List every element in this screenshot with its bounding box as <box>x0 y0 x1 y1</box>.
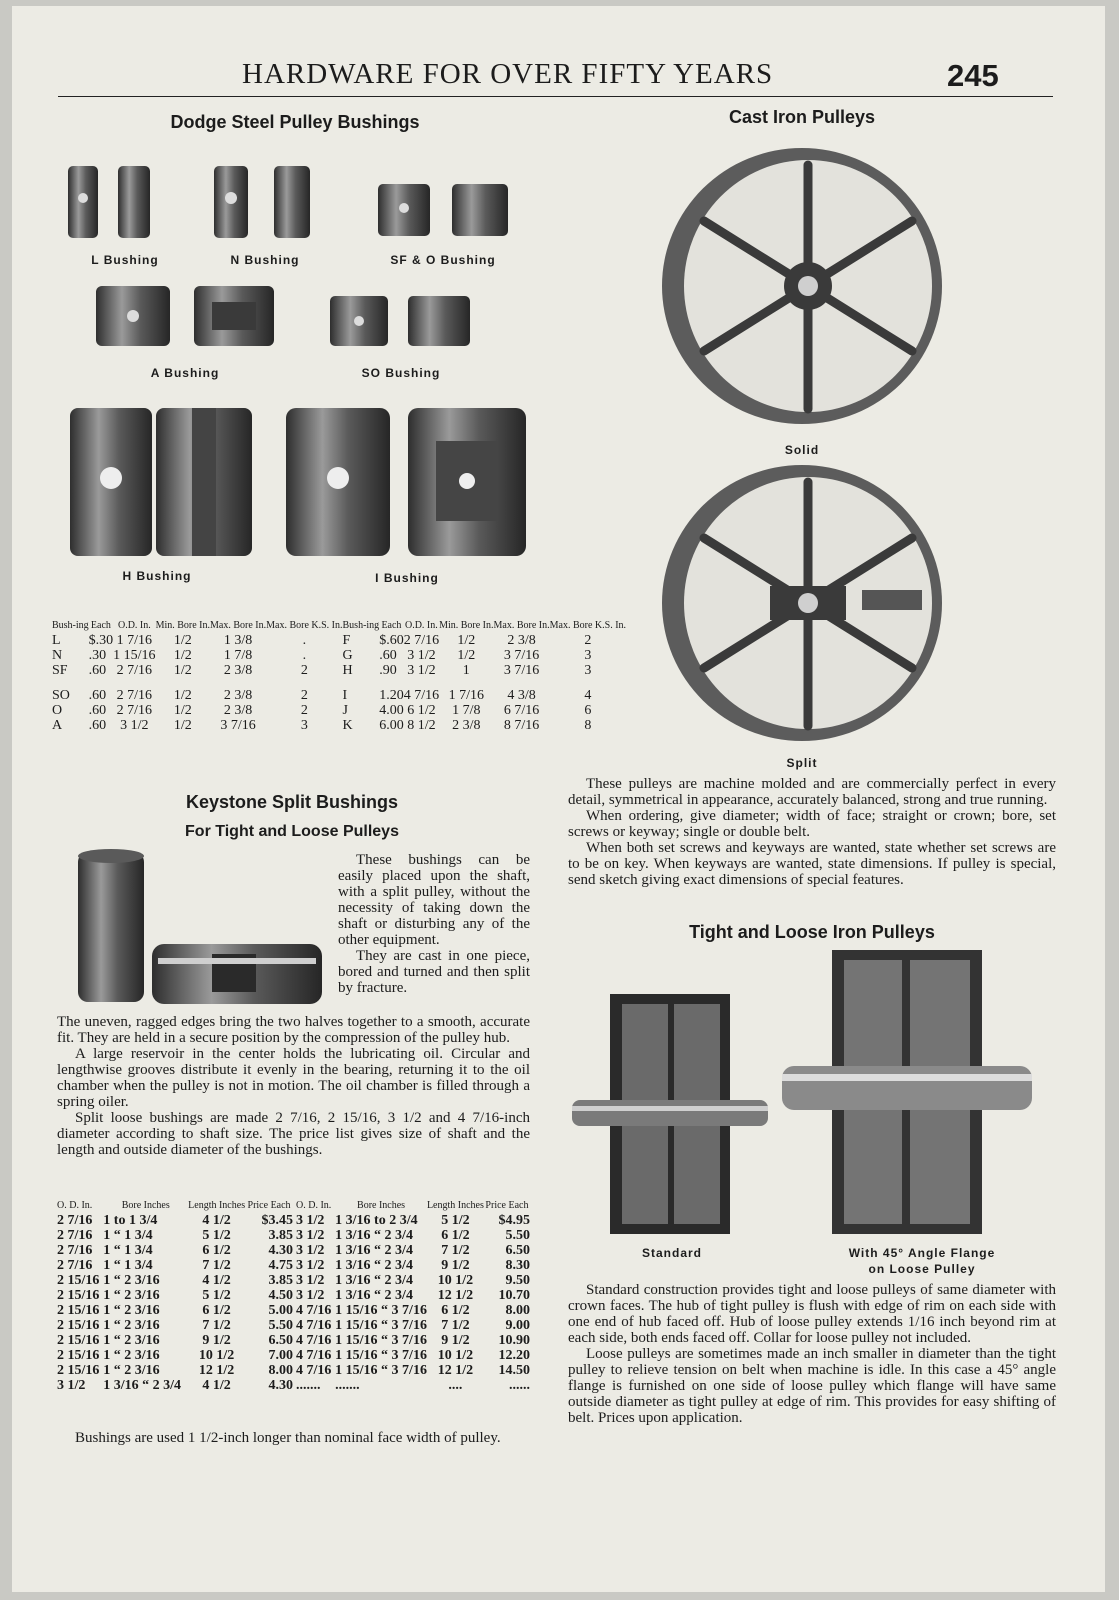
table-cell: 10 1/2 <box>198 1348 235 1363</box>
table-cell: 1/2 <box>173 648 192 663</box>
table-cell: 1 3/8 <box>223 633 253 648</box>
caption-standard: Standard <box>641 1246 702 1260</box>
table-cell: 2 15/16 <box>57 1303 100 1318</box>
table-row <box>57 1318 293 1333</box>
table-cell: 4 1/2 <box>202 1378 231 1393</box>
table-row <box>57 1258 293 1273</box>
table-cell: 6 7/16 <box>503 703 540 718</box>
table-cell: 12 1/2 <box>437 1363 474 1378</box>
table-cell: 2 7/16 <box>403 633 440 648</box>
table-cell: 2 15/16 <box>57 1333 100 1348</box>
table-cell: 12.20 <box>498 1348 530 1363</box>
table-cell: 1.20 <box>379 688 404 703</box>
table-cell: 2 15/16 <box>57 1318 100 1333</box>
col-header-bushing: Bush-ing <box>342 620 380 631</box>
table-cell: 4.30 <box>268 1243 293 1258</box>
table-cell: 6 <box>584 703 592 718</box>
table-cell: 7 1/2 <box>202 1318 231 1333</box>
table-cell: 1/2 <box>173 633 192 648</box>
caption-solid-pulley: Solid <box>784 443 820 457</box>
table-cell: 1 3/16 “ 2 3/4 <box>335 1288 413 1303</box>
table-cell: 1/2 <box>457 648 476 663</box>
table-row <box>296 1303 530 1318</box>
table-cell: 2 <box>300 703 308 718</box>
keystone-footnote-text: Bushings are used 1 1/2-inch longer than nominal face width of pulley. <box>75 1430 501 1446</box>
table-cell: 6 1/2 <box>202 1243 231 1258</box>
table-row <box>57 1333 293 1348</box>
col-header-each: Each <box>90 620 111 631</box>
caption-so-bushing: SO Bushing <box>361 366 441 380</box>
table-cell: 1 <box>462 663 470 678</box>
col-header-min-bore: Min. Bore In. <box>439 620 494 631</box>
table-cell: 4.30 <box>268 1378 293 1393</box>
table-cell: 1/2 <box>173 663 192 678</box>
table-cell: .60 <box>379 648 397 663</box>
col-header-max-bore-ks: Max. Bore K.S. In. <box>266 620 343 631</box>
table-row <box>296 1333 530 1348</box>
table-cell: ...... <box>509 1378 530 1393</box>
table-cell: F <box>342 633 351 648</box>
table-cell: SO <box>52 688 70 703</box>
keystone-subtitle: For Tight and Loose Pulleys <box>185 823 399 840</box>
table-cell: 3 7/16 <box>220 718 256 733</box>
keystone-para-1 <box>338 852 530 996</box>
tight-loose-para-1: Standard construction provides tight and loose pulleys of same diameter with crown faces. The hub of tight pulley is flush with edge of rim on each side with one end of hub faced off. Hub of loose pulley extends 1/16 inch beyond rim at each side, both ends faced off. Collar for loose pulley not included. <box>568 1282 1056 1346</box>
table-cell: 3 1/2 <box>57 1378 86 1393</box>
table-cell: 2 3/8 <box>507 633 536 648</box>
cast-iron-para-3: When both set screws and keyways are wanted, state whether set screws are to be on key. When keyways are wanted, state dimensions. If pulley is special, send sketch giving exact dimensions of special features. <box>568 840 1056 888</box>
table-cell: 6 1/2 <box>202 1303 231 1318</box>
table-cell: 2 3/8 <box>223 663 253 678</box>
table-cell: 1 to 1 3/4 <box>103 1213 158 1228</box>
split-pulley-image <box>652 458 952 758</box>
table-cell: 2 7/16 <box>57 1243 93 1258</box>
caption-l-bushing: L Bushing <box>91 253 159 267</box>
col-header-length: Length Inches <box>426 1200 484 1211</box>
caption-split-pulley: Split <box>786 756 818 770</box>
table-row <box>52 633 343 648</box>
table-cell: . <box>302 633 307 648</box>
table-cell: O <box>52 703 63 718</box>
table-cell: 4 <box>584 688 592 703</box>
table-cell: 1 15/16 “ 3 7/16 <box>335 1303 427 1318</box>
table-cell: 2 7/16 <box>116 688 153 703</box>
table-cell: 2 7/16 <box>116 663 153 678</box>
cast-iron-para-1: These pulleys are machine molded and are commercially perfect in every detail, symmetrical in appearance, accurately balanced, strong and true running. <box>568 776 1056 808</box>
table-cell: H <box>342 663 353 678</box>
table-cell: 1 7/8 <box>452 703 481 718</box>
table-cell: K <box>342 718 353 733</box>
table-row <box>343 633 627 648</box>
table-row <box>57 1288 293 1303</box>
table-cell: 1 “ 2 3/16 <box>103 1333 160 1348</box>
table-cell: 12 1/2 <box>198 1363 235 1378</box>
col-header-price: Price Each <box>247 1200 291 1211</box>
table-cell: 4 1/2 <box>202 1273 231 1288</box>
header-rule <box>58 96 1053 97</box>
table-cell: 5 1/2 <box>202 1288 231 1303</box>
table-cell: 8.00 <box>268 1363 293 1378</box>
table-cell: 4 7/16 <box>296 1333 332 1348</box>
table-cell: 2 3/8 <box>223 703 253 718</box>
table-cell: 3 7/16 <box>503 663 540 678</box>
table-row <box>296 1348 530 1363</box>
table-cell: 1 15/16 “ 3 7/16 <box>335 1348 427 1363</box>
dodge-table-left <box>52 618 343 733</box>
col-header-bore: Bore Inches <box>357 1200 406 1211</box>
caption-angle-flange-2: on Loose Pulley <box>868 1262 976 1276</box>
l-bushing-image <box>68 166 150 238</box>
table-cell: I <box>342 688 348 703</box>
table-cell: 2 7/16 <box>57 1228 93 1243</box>
tight-loose-para-2: Loose pulleys are sometimes made an inch smaller in diameter than the tight pulley to relieve tension on belt when machine is idle. In this case a 45° angle flange is furnished on one side of loose pulley which flange will have same outside diameter as tight pulley at edge of rim. This provides for easy shifting of belt. Prices upon application. <box>568 1346 1056 1426</box>
table-cell: 1 15/16 <box>113 648 156 663</box>
table-cell: 3 <box>300 718 308 733</box>
table-cell: 1 15/16 “ 3 7/16 <box>335 1333 427 1348</box>
table-row <box>296 1363 530 1378</box>
table-cell: 14.50 <box>498 1363 530 1378</box>
table-cell: 3 1/2 <box>296 1213 325 1228</box>
tight-loose-description <box>568 1282 1056 1426</box>
so-bushing-image <box>330 296 470 346</box>
table-cell: 2 <box>584 633 592 648</box>
table-cell: 2 15/16 <box>57 1288 100 1303</box>
table-cell: .60 <box>88 688 107 703</box>
col-header-length: Length Inches <box>188 1200 246 1211</box>
table-cell: 1 “ 1 3/4 <box>103 1258 153 1273</box>
table-row <box>343 663 627 683</box>
table-cell: 1 7/16 <box>116 633 153 648</box>
keystone-bushing-image <box>72 846 334 1018</box>
keystone-para-4-text: Split loose bushings are made 2 7/16, 2 15/16, 3 1/2 and 4 7/16-inch diameter according to shaft size. The price list gives size of shaft and the length and outside diameter of the bushings. <box>57 1110 530 1158</box>
table-cell: 5.00 <box>268 1303 293 1318</box>
table-cell: 1 “ 2 3/16 <box>103 1348 160 1363</box>
table-cell: 1 3/16 to 2 3/4 <box>335 1213 418 1228</box>
table-cell: 4 1/2 <box>202 1213 231 1228</box>
a-bushing-image <box>96 286 274 346</box>
table-cell: SF <box>52 663 68 678</box>
table-row <box>296 1318 530 1333</box>
cast-iron-para-2: When ordering, give diameter; width of face; straight or crown; bore, set screws or keyway; single or double belt. <box>568 808 1056 840</box>
table-cell: 1 3/16 “ 2 3/4 <box>335 1228 413 1243</box>
table-cell: 1 “ 2 3/16 <box>103 1363 160 1378</box>
keystone-para-1-text: These bushings can be easily placed upon the shaft, with a split pulley, without the necessity of taking down the shaft or disturbing any of the other equipment. <box>338 852 530 948</box>
table-row <box>52 648 343 663</box>
table-cell: 1/2 <box>173 703 192 718</box>
table-cell: 3 1/2 <box>296 1228 325 1243</box>
table-cell: 10.90 <box>498 1333 530 1348</box>
table-cell: G <box>342 648 353 663</box>
table-cell: 4.75 <box>268 1258 293 1273</box>
table-cell: . <box>302 648 307 663</box>
table-cell: .30 <box>88 648 107 663</box>
table-cell: 6 1/2 <box>441 1228 470 1243</box>
table-cell: 1 7/16 <box>448 688 484 703</box>
col-header-max-bore: Max. Bore In. <box>210 620 267 631</box>
tight-loose-pulleys-image <box>568 946 1050 1242</box>
table-cell: ....... <box>335 1378 360 1393</box>
table-cell: .60 <box>88 703 107 718</box>
cast-iron-section-title: Cast Iron Pulleys <box>728 107 876 127</box>
table-cell: 1 “ 2 3/16 <box>103 1273 160 1288</box>
table-cell: 8.00 <box>505 1303 530 1318</box>
table-cell: $.30 <box>88 633 114 648</box>
table-cell: 7 1/2 <box>441 1243 470 1258</box>
table-row <box>57 1273 293 1288</box>
table-cell: 5 1/2 <box>202 1228 231 1243</box>
table-row <box>296 1273 530 1288</box>
table-cell: $.60 <box>379 633 404 648</box>
table-cell: 3 1/2 <box>407 648 436 663</box>
table-row <box>52 718 343 733</box>
table-cell: 6.00 <box>379 718 404 733</box>
table-cell: .... <box>448 1378 463 1393</box>
table-cell: 2 7/16 <box>57 1258 93 1273</box>
keystone-table-right <box>296 1198 530 1393</box>
table-cell: 7 1/2 <box>202 1258 231 1273</box>
table-cell: 9 1/2 <box>441 1333 470 1348</box>
table-cell: 6.50 <box>505 1243 530 1258</box>
h-bushing-image <box>70 408 252 556</box>
table-cell: 9.50 <box>505 1273 530 1288</box>
keystone-para-2-text: They are cast in one piece, bored and turned and then split by fracture. <box>338 948 530 996</box>
table-cell: 5.50 <box>505 1228 530 1243</box>
table-cell: 9 1/2 <box>202 1333 231 1348</box>
col-header-bore: Bore Inches <box>121 1200 170 1211</box>
table-cell: 3 1/2 <box>296 1273 325 1288</box>
table-cell: 3 7/16 <box>503 648 540 663</box>
table-cell: 6.50 <box>268 1333 293 1348</box>
table-row <box>57 1213 293 1228</box>
table-cell: 5 1/2 <box>441 1213 470 1228</box>
table-cell: 9 1/2 <box>441 1258 470 1273</box>
table-row <box>296 1243 530 1258</box>
table-cell: 4.00 <box>379 703 404 718</box>
col-header-min-bore: Min. Bore In. <box>155 620 211 631</box>
table-cell: $4.95 <box>498 1213 530 1228</box>
table-cell: 3 <box>584 648 592 663</box>
table-cell: 3.85 <box>268 1228 293 1243</box>
solid-pulley-image <box>652 141 952 441</box>
col-header-price: Price Each <box>485 1200 529 1211</box>
table-cell: 1 3/16 “ 2 3/4 <box>335 1273 413 1288</box>
col-header-od: O.D. In. <box>404 620 438 631</box>
sf-o-bushing-image <box>378 184 508 236</box>
table-cell: 4.50 <box>268 1288 293 1303</box>
tight-loose-section-title: Tight and Loose Iron Pulleys <box>689 922 935 942</box>
table-cell: 1 3/16 “ 2 3/4 <box>335 1243 413 1258</box>
col-header-bushing: Bush-ing <box>52 620 89 631</box>
table-cell: 10.70 <box>498 1288 530 1303</box>
table-cell: 1/2 <box>457 633 476 648</box>
table-cell: 4 7/16 <box>296 1303 332 1318</box>
table-row <box>296 1258 530 1273</box>
table-cell: 1/2 <box>173 718 192 733</box>
table-cell: 4 7/16 <box>296 1363 332 1378</box>
table-cell: 8 1/2 <box>407 718 436 733</box>
table-cell: .90 <box>379 663 397 678</box>
table-row <box>52 663 343 683</box>
table-cell: L <box>52 633 61 648</box>
dodge-section-title: Dodge Steel Pulley Bushings <box>170 112 420 132</box>
keystone-para-body <box>57 1014 530 1158</box>
table-cell: 9.00 <box>505 1318 530 1333</box>
table-cell: 1 “ 2 3/16 <box>103 1303 160 1318</box>
table-cell: 7.00 <box>268 1348 293 1363</box>
caption-i-bushing: I Bushing <box>375 571 439 585</box>
table-cell: 8 7/16 <box>503 718 540 733</box>
table-cell: ....... <box>296 1378 321 1393</box>
table-cell: 2 7/16 <box>116 703 153 718</box>
table-cell: 2 <box>300 688 308 703</box>
table-cell: 6 1/2 <box>407 703 436 718</box>
table-cell: 1 15/16 “ 3 7/16 <box>335 1363 427 1378</box>
keystone-para-2b-text: The uneven, ragged edges bring the two halves together to a smooth, accurate fit. They are held in a secure position by the compression of the pulley hub. <box>57 1014 530 1046</box>
table-row <box>296 1378 530 1393</box>
table-cell: 1/2 <box>173 688 192 703</box>
col-header-od: O. D. In. <box>57 1200 93 1211</box>
table-row <box>343 718 627 733</box>
table-cell: 2 15/16 <box>57 1363 100 1378</box>
table-row <box>57 1378 293 1393</box>
table-cell: 3 1/2 <box>407 663 436 678</box>
caption-h-bushing: H Bushing <box>122 569 192 583</box>
table-row <box>57 1228 293 1243</box>
table-row <box>52 703 343 718</box>
keystone-footnote <box>57 1430 530 1446</box>
table-cell: 3 1/2 <box>120 718 149 733</box>
page-header-title: HARDWARE FOR OVER FIFTY YEARS <box>242 58 774 90</box>
table-row <box>57 1303 293 1318</box>
table-cell: 1 3/16 “ 2 3/4 <box>335 1258 413 1273</box>
col-header-max-bore-ks: Max. Bore K.S. In. <box>549 620 627 631</box>
dodge-table-right <box>343 618 627 733</box>
table-cell: 10 1/2 <box>437 1273 474 1288</box>
caption-a-bushing: A Bushing <box>150 366 220 380</box>
keystone-section-title: Keystone Split Bushings <box>185 792 399 812</box>
table-cell: 7 1/2 <box>441 1318 470 1333</box>
col-header-od: O.D. In. <box>117 620 151 631</box>
table-cell: 3 1/2 <box>296 1288 325 1303</box>
table-row <box>296 1288 530 1303</box>
catalog-page <box>12 6 1105 1592</box>
table-cell: 8 <box>584 718 592 733</box>
table-cell: 2 15/16 <box>57 1348 100 1363</box>
table-cell: 1 “ 1 3/4 <box>103 1243 153 1258</box>
table-cell: 1 15/16 “ 3 7/16 <box>335 1318 427 1333</box>
table-cell: 2 7/16 <box>57 1213 93 1228</box>
table-cell: 4 3/8 <box>507 688 536 703</box>
table-cell: 1 “ 1 3/4 <box>103 1228 153 1243</box>
table-cell: 12 1/2 <box>437 1288 474 1303</box>
table-cell: 4 7/16 <box>296 1318 332 1333</box>
table-cell: 2 3/8 <box>452 718 481 733</box>
table-cell: .60 <box>88 663 107 678</box>
table-cell: 1 7/8 <box>223 648 253 663</box>
table-row <box>52 683 343 703</box>
bushings-illustration <box>52 156 532 596</box>
table-row <box>343 648 627 663</box>
keystone-para-3-text: A large reservoir in the center holds the lubricating oil. Circular and lengthwise grooves distribute it evenly in the bearing, returning it to the oil chamber when the pulley is not in motion. The oil chamber is filled through a spring oiler. <box>57 1046 530 1110</box>
table-cell: 3.85 <box>268 1273 293 1288</box>
table-row <box>57 1348 293 1363</box>
caption-sf-o-bushing: SF & O Bushing <box>390 253 496 267</box>
col-header-max-bore: Max. Bore In. <box>493 620 550 631</box>
keystone-price-table <box>57 1198 530 1393</box>
n-bushing-image <box>214 166 310 238</box>
cast-iron-description <box>568 776 1056 888</box>
table-cell: 5.50 <box>268 1318 293 1333</box>
caption-n-bushing: N Bushing <box>230 253 300 267</box>
caption-angle-flange-1: With 45° Angle Flange <box>848 1246 996 1260</box>
table-row <box>296 1228 530 1243</box>
page-number: 245 <box>947 58 999 93</box>
table-cell: 4 7/16 <box>403 688 440 703</box>
table-cell: 3 1/2 <box>296 1243 325 1258</box>
table-cell: 4 7/16 <box>296 1348 332 1363</box>
table-row <box>57 1363 293 1378</box>
table-cell: .60 <box>88 718 107 733</box>
table-cell: 1 3/16 “ 2 3/4 <box>103 1378 182 1393</box>
table-cell: 2 <box>300 663 308 678</box>
table-cell: 2 15/16 <box>57 1273 100 1288</box>
keystone-table-left <box>57 1198 293 1393</box>
table-row <box>57 1243 293 1258</box>
table-cell: A <box>52 718 63 733</box>
table-cell: 3 <box>584 663 592 678</box>
col-header-each: Each <box>381 620 402 631</box>
col-header-od: O. D. In. <box>296 1200 332 1211</box>
table-row <box>343 683 627 703</box>
table-cell: 3 1/2 <box>296 1258 325 1273</box>
table-cell: 8.30 <box>505 1258 530 1273</box>
table-cell: 1 “ 2 3/16 <box>103 1318 160 1333</box>
i-bushing-image <box>286 408 526 556</box>
table-cell: J <box>342 703 348 718</box>
table-row <box>343 703 627 718</box>
dodge-price-table <box>52 618 627 733</box>
table-row <box>296 1213 530 1228</box>
table-cell: 10 1/2 <box>437 1348 474 1363</box>
table-cell: $3.45 <box>261 1213 293 1228</box>
table-cell: 6 1/2 <box>441 1303 470 1318</box>
table-cell: 1 “ 2 3/16 <box>103 1288 160 1303</box>
table-cell: N <box>52 648 63 663</box>
table-cell: 2 3/8 <box>223 688 253 703</box>
